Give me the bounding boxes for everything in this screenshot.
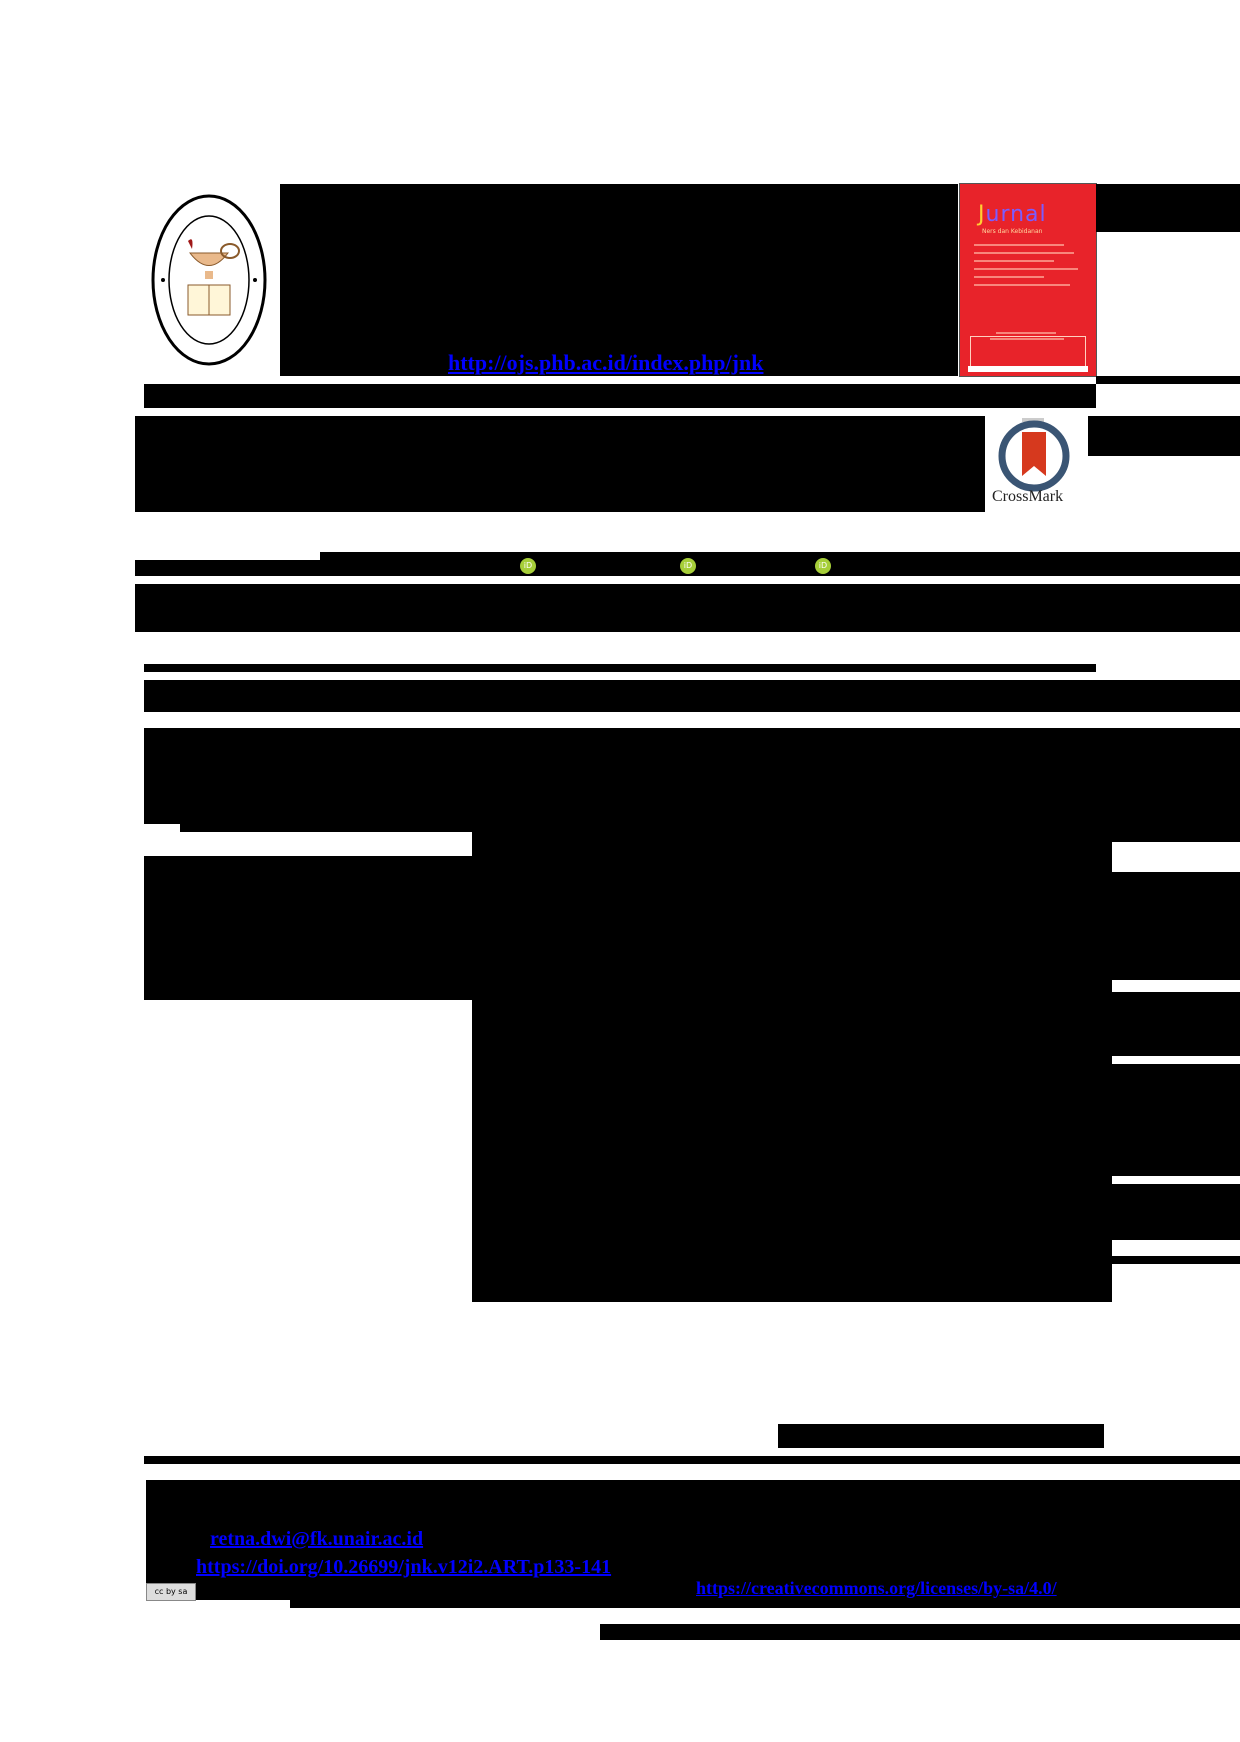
institution-logo — [150, 193, 268, 368]
journal-url-link[interactable]: http://ojs.phb.ac.id/index.php/jnk — [448, 350, 764, 375]
redacted-block — [1096, 184, 1240, 232]
journal-title-redacted — [280, 184, 958, 376]
email-link[interactable]: retna.dwi@fk.unair.ac.id — [210, 1528, 424, 1550]
article-meta-redacted — [135, 416, 985, 512]
redacted-block — [1088, 416, 1240, 456]
article-title-redacted — [144, 392, 1096, 408]
article-info-redacted — [144, 856, 472, 1000]
doi-link[interactable]: https://doi.org/10.26699/jnk.v12i2.ART.p133-141 — [196, 1556, 612, 1578]
redacted-line — [1112, 992, 1240, 1056]
redacted-line — [1112, 872, 1240, 980]
redacted-block — [290, 1600, 1240, 1608]
redacted-line — [1112, 1064, 1240, 1176]
orcid-icon[interactable]: iD — [680, 558, 696, 574]
header-rule-right — [1096, 376, 1240, 384]
redacted-line — [1112, 1184, 1240, 1240]
cover-subtitle: Ners dan Kebidanan — [982, 228, 1043, 235]
abstract-body-redacted — [472, 832, 1112, 1302]
license-link[interactable]: https://creativecommons.org/licenses/by-sa/4.0/ — [696, 1578, 1057, 1598]
redacted-line — [1112, 1256, 1240, 1264]
copyright-line-redacted — [778, 1424, 1104, 1448]
page-footer-redacted — [600, 1624, 1240, 1640]
abstract-heading-redacted — [144, 680, 1240, 712]
redacted-block — [180, 824, 1240, 832]
footer-rule — [144, 1456, 1240, 1464]
orcid-icon[interactable]: iD — [815, 558, 831, 574]
redacted-line — [1112, 832, 1240, 842]
journal-cover — [960, 184, 1096, 376]
authors-redacted — [320, 552, 1240, 576]
abstract-intro-redacted — [144, 728, 1240, 824]
cover-title: urnal — [985, 202, 1047, 227]
orcid-icon[interactable]: iD — [520, 558, 536, 574]
affiliations-redacted — [135, 584, 1240, 632]
cc-license-badge: cc by sa — [146, 1583, 196, 1601]
crossmark-label: CrossMark — [992, 488, 1064, 505]
cover-title-prefix: J — [978, 202, 986, 227]
redacted-block — [135, 560, 320, 576]
section-rule — [144, 664, 1096, 672]
